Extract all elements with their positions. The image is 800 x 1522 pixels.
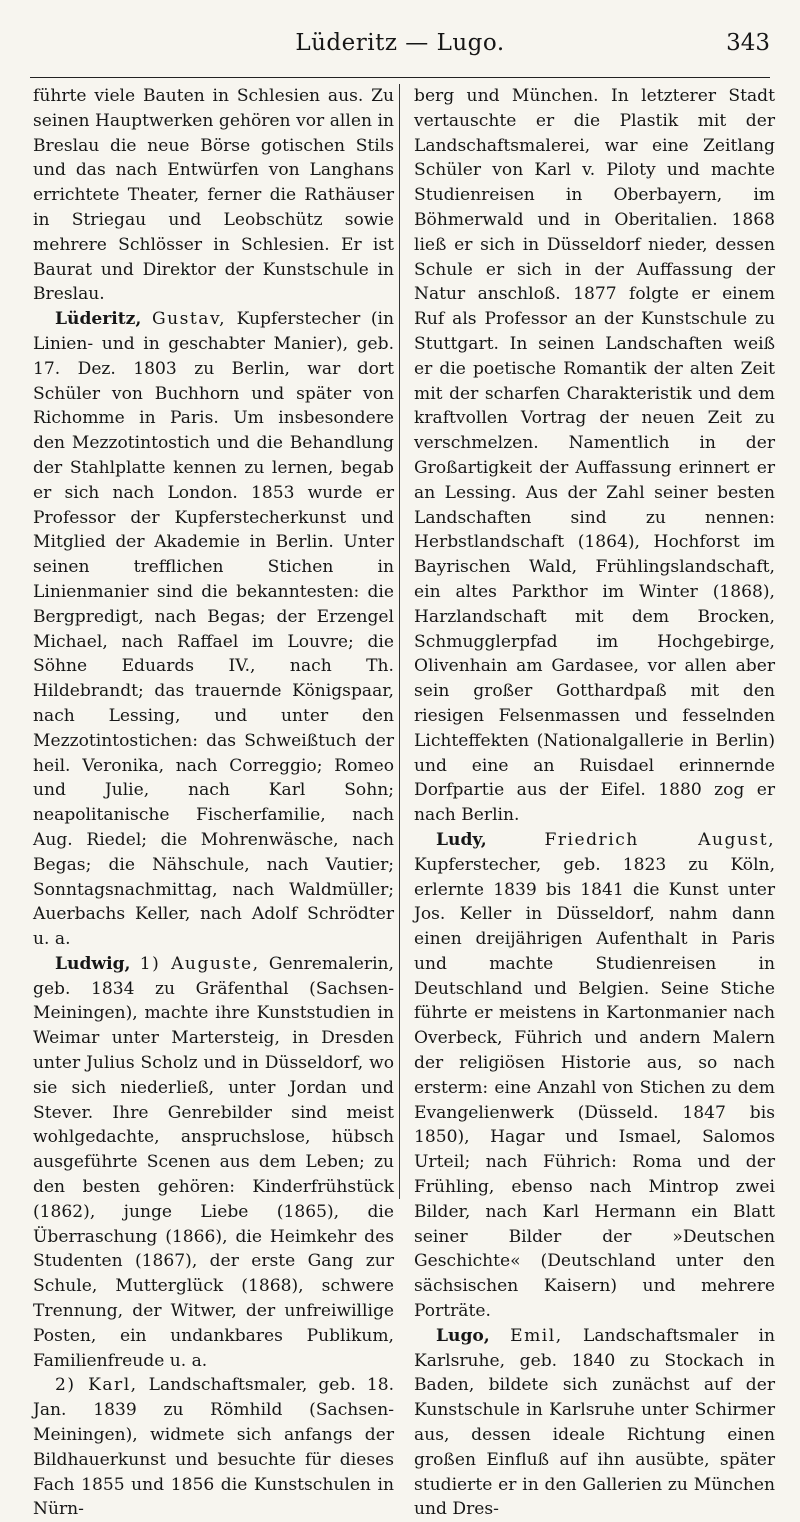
- entry-ludy: [414, 828, 775, 1324]
- entry-name: Emil,: [510, 1325, 563, 1346]
- entry-text: berg und München. In letzterer Stadt vertauschte er die Plastik mit der Landschaftsmalerei, war eine Zeitlang Schüler von Karl v. Piloty und machte Studienreisen in Oberbayern, im Böhmerwald und in Oberitalien. 1868 ließ er sich in Düsseldorf nieder, dessen Schule er sich in der Auffassung der Natur anschloß. 1877 folgte er einem Ruf als Professor an der Kunstschule zu Stuttgart. In seinen Landschaften weiß er die poetische Romantik der alten Zeit mit der scharfen Charakteristik und dem kraftvollen Vortrag der neuen Zeit zu verschmelzen. Namentlich in der Großartigkeit der Auffassung erinnert er an Lessing. Aus der Zahl seiner besten Landschaften sind zu nennen: Herbstlandschaft (1864), Hochforst im Bayrischen Wald, Frühlingslandschaft, ein altes Parkthor im Winter (1868), Harzlandschaft mit dem Brocken, Schmugglerpfad im Hochgebirge, Olivenhain am Gardasee, vor allen aber sein großer Gotthardpaß mit den riesigen Felsenmassen und fesselnden Lichteffekten (Nationalgallerie in Berlin) und eine an Ruisdael erinnernde Dorfpartie aus der Eifel. 1880 zog er nach Berlin.: [414, 86, 775, 826]
- entry-ludwig-karl: [33, 1373, 394, 1522]
- header-title: Lüderitz — Lugo.: [295, 30, 505, 56]
- entry-continuation: [414, 84, 775, 828]
- running-header: [30, 30, 770, 70]
- entry-continuation: [33, 84, 394, 307]
- page-number: 343: [726, 30, 770, 56]
- entry-text: Kupferstecher, geb. 1823 zu Köln, erlernte 1839 bis 1841 die Kunst unter Jos. Keller in Düsseldorf, nahm dann einen dreijährigen Aufenthalt in Paris und machte Studienreisen in Deutschland und Belgien. Seine Stiche führte er meistens in Kartonmanier nach Overbeck, Führich und andern Malern der religiösen Historie aus, so nach ersterm: eine Anzahl von Stichen zu dem Evangelienwerk (Düsseld. 1847 bis 1850), Hagar und Ismael, Salomos Urteil; nach Führich: Roma und der Frühling, ebenso nach Mintrop zwei Bilder, nach Karl Hermann ein Blatt seiner Bilder der »Deutschen Geschichte« (Deutschland unter den sächsischen Kaisern) und mehrere Porträte.: [414, 854, 775, 1322]
- entry-ludwig-auguste: [33, 952, 394, 1374]
- entry-text: Genremalerin, geb. 1834 zu Gräfenthal (Sachsen-Meiningen), machte ihre Kunststudien in Weimar unter Martersteig, in Dresden unter Julius Scholz und in Düsseldorf, wo sie sich niederließ, unter Jordan und Stever. Ihre Genrebilder sind meist wohlgedachte, anspruchslose, hübsch ausgeführte Scenen aus dem Leben; zu den besten gehören: Kinderfrühstück (1862), junge Liebe (1865), die Überraschung (1866), die Heimkehr des Studenten (1867), der erste Gang zur Schule, Mutterglück (1868), schwere Trennung, der Witwer, der unfreiwillige Posten, ein undankbares Publikum, Familienfreude u. a.: [33, 953, 394, 1371]
- entry-name: 1) Auguste,: [139, 953, 260, 974]
- entry-text: Landschaftsmaler in Karlsruhe, geb. 1840 zu Stockach in Baden, bildete sich zunächst auf der Kunstschule in Karlsruhe unter Schirmer aus, dessen ideale Richtung einen großen Einfluß auf ihn ausübte, später studierte er in den Gallerien zu München und Dres-: [414, 1325, 775, 1520]
- entry-lugo: [414, 1324, 775, 1522]
- entry-headword: Lugo,: [436, 1325, 490, 1346]
- entry-text: Landschaftsmaler, geb. 18. Jan. 1839 zu Römhild (Sachsen-Meiningen), widmete sich anfangs der Bildhauerkunst und besuchte für dieses Fach 1855 und 1856 die Kunstschulen in Nürn-: [33, 1375, 395, 1520]
- right-column: [414, 84, 775, 1522]
- entry-headword: Lüderitz,: [55, 309, 142, 330]
- entry-headword: Ludwig,: [55, 953, 131, 974]
- entry-name: Gustav,: [151, 309, 227, 330]
- entry-text: Kupferstecher (in Linien- und in geschabter Manier), geb. 17. Dez. 1803 zu Berlin, war dort Schüler von Buchhorn und später von Richomme in Paris. Um insbesondere den Mezzotintostich und die Behandlung der Stahlplatte kennen zu lernen, begab er sich nach London. 1853 wurde er Professor der Kupferstecherkunst und Mitglied der Akademie in Berlin. Unter seinen trefflichen Stichen in Linienmanier sind die bekanntesten: die Bergpredigt, nach Begas; der Erzengel Michael, nach Raffael im Louvre; die Söhne Eduards IV., nach Th. Hildebrandt; das trauernde Königspaar, nach Lessing, und unter den Mezzotintostichen: das Schweißtuch der heil. Veronika, nach Correggio; Romeo und Julie, nach Karl Sohn; neapolitanische Fischerfamilie, nach Aug. Riedel; die Mohrenwäsche, nach Begas; die Nähschule, nach Vautier; Sonntagsnachmittag, nach Waldmüller; Auerbachs Keller, nach Adolf Schrödter u. a.: [33, 309, 394, 950]
- header-rule: [30, 77, 770, 78]
- entry-text: führte viele Bauten in Schlesien aus. Zu seinen Hauptwerken gehören vor allen in Breslau die neue Börse gotischen Stils und das nach Entwürfen von Langhans errichtete Theater, ferner die Rathäuser in Striegau und Leobschütz sowie mehrere Schlösser in Schlesien. Er ist Baurat und Direktor der Kunstschule in Breslau.: [33, 86, 394, 305]
- entry-name: 2) Karl,: [55, 1375, 138, 1396]
- left-column: [33, 84, 394, 1522]
- column-divider: [399, 84, 400, 1199]
- entry-name: Friedrich August,: [544, 829, 775, 850]
- entry-luederitz: [33, 307, 394, 952]
- entry-headword: Ludy,: [436, 829, 487, 850]
